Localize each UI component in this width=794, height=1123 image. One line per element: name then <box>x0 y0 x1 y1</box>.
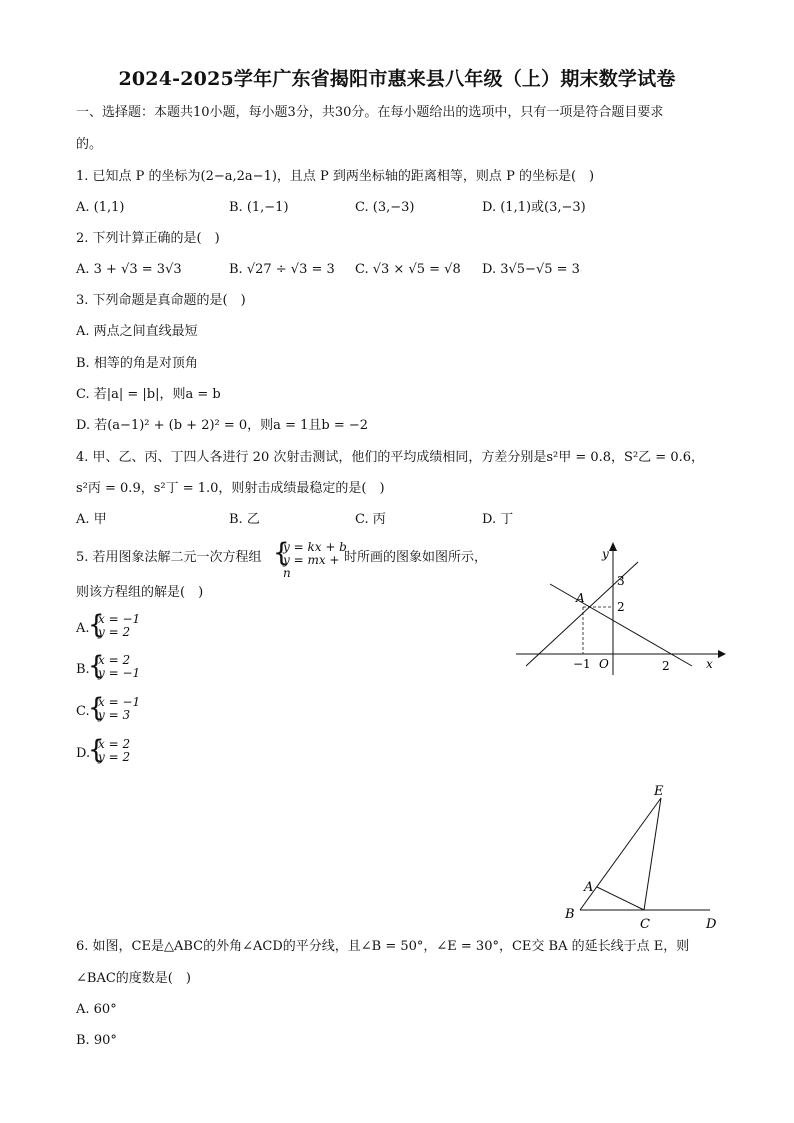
q5-option-a-row-2: y = 2 <box>98 625 131 639</box>
q5-stem-pre: 5. 若用图象法解二元一次方程组 <box>76 550 262 565</box>
q5-option-a-row-1: x = −1 <box>98 612 141 626</box>
q5-option-d-row-1: x = 2 <box>98 737 131 751</box>
q5-option-d-row-2: y = 2 <box>98 750 131 764</box>
q5-option-b-row-1: x = 2 <box>98 653 131 667</box>
q5-option-d <box>88 735 148 766</box>
q5-option-a <box>88 610 148 641</box>
line-ce <box>644 798 661 910</box>
q5-option-b <box>88 651 148 682</box>
q2-option-b: B. √27 ÷ √3 = 3 <box>229 262 335 277</box>
line-ac <box>597 887 644 910</box>
q3-stem: 3. 下列命题是真命题的是( ) <box>76 293 246 308</box>
q1-option-c: C. (3,−3) <box>355 200 415 215</box>
q5-option-c-label: C. <box>76 704 90 719</box>
point-c-label: C <box>640 917 650 932</box>
q5-coordinate-graph <box>510 540 730 680</box>
x-tick-neg1: −1 <box>573 657 591 671</box>
q5-equation-system <box>273 538 348 580</box>
q2-option-c: C. √3 × √5 = √8 <box>355 262 461 277</box>
q4-stem-line-1: 4. 甲、乙、丙、丁四人各进行 20 次射击测试，他们的平均成绩相同，方差分别是s²甲 = 0.8，S²乙 = 0.6， <box>76 450 705 465</box>
q5-system-row-2: y = mx + n <box>283 553 340 580</box>
point-a-label: A <box>584 880 594 895</box>
q1-option-b: B. (1,−1) <box>229 200 289 215</box>
q3-option-d: D. 若(a−1)² + (b + 2)² = 0，则a = 1且b = −2 <box>76 418 369 433</box>
point-d-label: D <box>706 917 717 932</box>
q6-option-b: B. 90° <box>76 1033 117 1048</box>
x-axis-label: x <box>706 657 713 671</box>
y-tick-2: 2 <box>617 600 625 614</box>
q5-option-b-label: B. <box>76 662 90 677</box>
q1-option-d: D. (1,1)或(3,−3) <box>482 200 586 215</box>
q4-option-a: A. 甲 <box>76 512 107 527</box>
brace-icon: { <box>273 538 290 568</box>
section-instruction-line-2: 的。 <box>76 137 103 152</box>
q5-option-d-label: D. <box>76 746 91 761</box>
q6-stem-line-2: ∠BAC的度数是( ) <box>76 971 191 986</box>
q6-stem-line-1: 6. 如图，CE是△ABC的外角∠ACD的平分线，且∠B = 50°，∠E = 30°，CE交 BA 的延长线于点 E，则 <box>76 939 690 954</box>
page-title: 2024-2025学年广东省揭阳市惠来县八年级（上）期末数学试卷 <box>118 68 676 90</box>
q5-stem-post: 时所画的图象如图所示， <box>344 550 488 565</box>
q3-option-b: B. 相等的角是对顶角 <box>76 356 198 371</box>
x-axis-arrow-icon <box>718 650 726 658</box>
y-axis-arrow-icon <box>609 542 617 551</box>
q6-triangle-figure <box>560 780 730 934</box>
q5-system-row-1: y = kx + b <box>283 540 347 554</box>
q4-option-c: C. 丙 <box>355 512 386 527</box>
q6-option-a: A. 60° <box>76 1002 117 1017</box>
q1-option-a: A. (1,1) <box>76 200 125 215</box>
q5-option-a-label: A. <box>76 621 90 636</box>
brace-icon: { <box>88 735 105 765</box>
y-axis-label: y <box>602 547 609 561</box>
point-a-label: A <box>576 591 585 605</box>
point-e-label: E <box>654 784 664 799</box>
q1-stem: 1. 已知点 P 的坐标为(2−a,2a−1)，且点 P 到两坐标轴的距离相等，则点 P 的坐标是( ) <box>76 169 595 184</box>
q5-stem-line-2: 则该方程组的解是( ) <box>76 585 204 600</box>
q5-option-c <box>88 693 148 724</box>
q4-option-d: D. 丁 <box>482 512 514 527</box>
brace-icon: { <box>88 651 105 681</box>
q2-option-d: D. 3√5−√5 = 3 <box>482 262 580 277</box>
brace-icon: { <box>88 693 105 723</box>
q4-stem-line-2: s²丙 = 0.9，s²丁 = 1.0，则射击成绩最稳定的是( ) <box>76 481 385 496</box>
q5-option-c-row-1: x = −1 <box>98 695 141 709</box>
q3-option-c: C. 若|a| = |b|，则a = b <box>76 387 221 402</box>
section-instruction-line-1: 一、选择题：本题共10小题，每小题3分，共30分。在每小题给出的选项中，只有一项是符合题目要求 <box>76 105 664 120</box>
q5-option-b-row-2: y = −1 <box>98 666 141 680</box>
brace-icon: { <box>88 610 105 640</box>
point-b-label: B <box>565 907 575 922</box>
q3-option-a: A. 两点之间直线最短 <box>76 324 198 339</box>
origin-label: O <box>599 657 609 671</box>
q5-option-c-row-2: y = 3 <box>98 708 131 722</box>
y-tick-3: 3 <box>617 574 625 588</box>
q4-option-b: B. 乙 <box>229 512 260 527</box>
x-tick-2: 2 <box>662 659 670 673</box>
q2-option-a: A. 3 + √3 = 3√3 <box>76 262 182 277</box>
q2-stem: 2. 下列计算正确的是( ) <box>76 231 220 246</box>
